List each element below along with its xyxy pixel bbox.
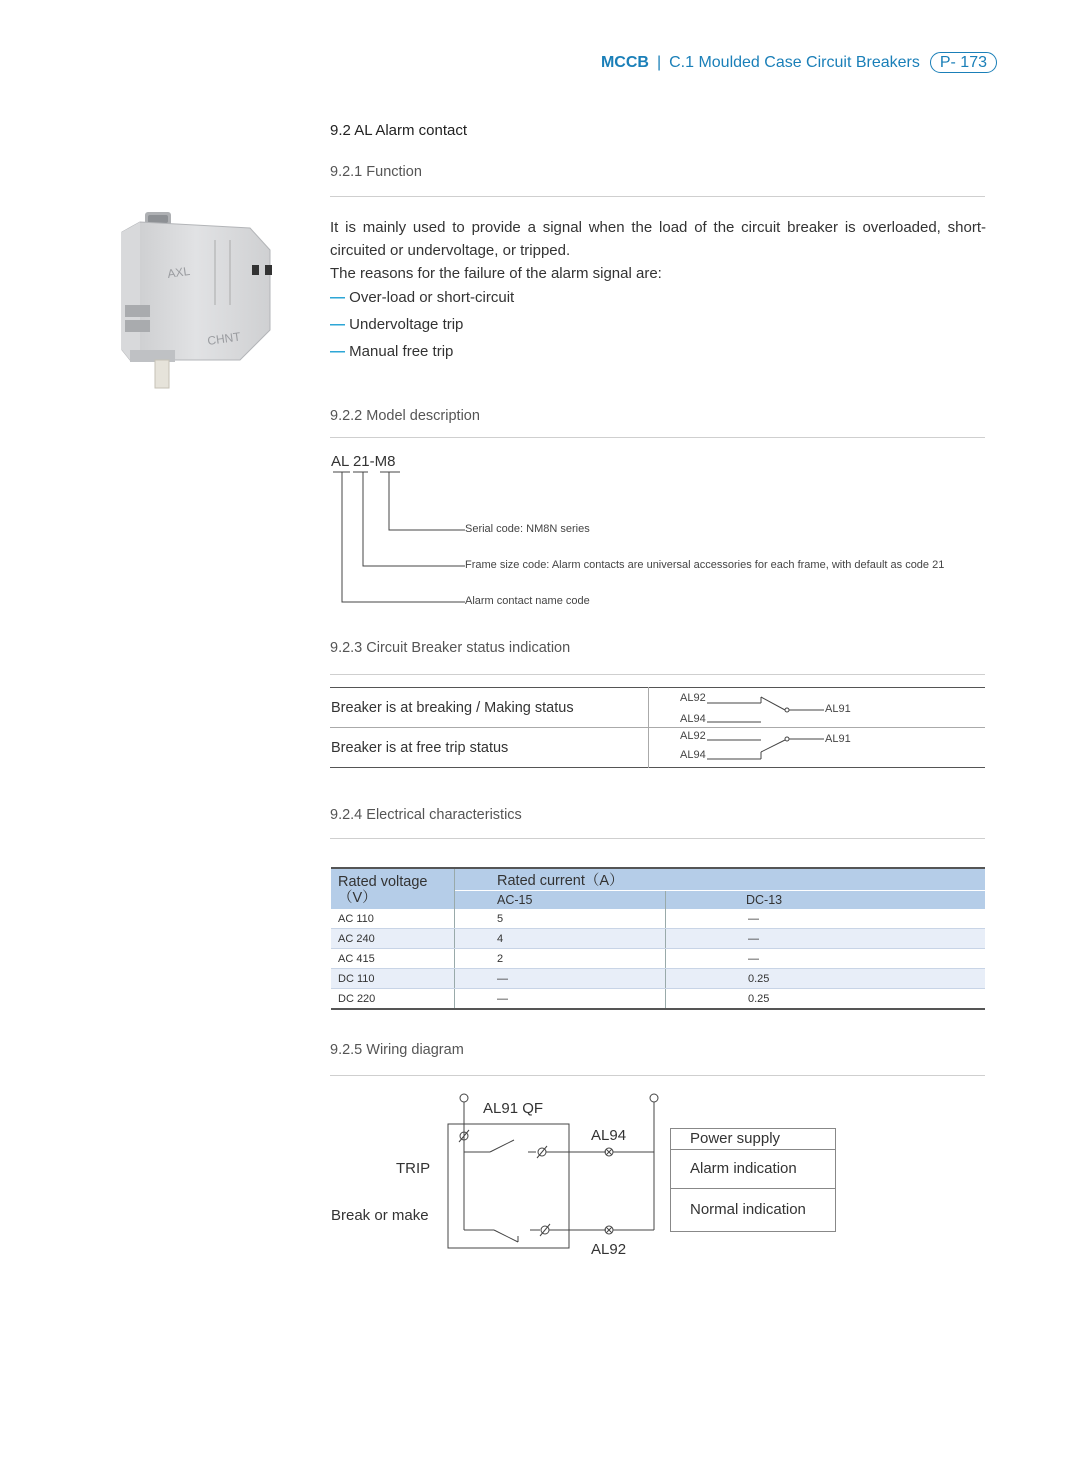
col-dc13: DC-13 xyxy=(666,891,986,910)
table-header-row xyxy=(331,868,985,891)
cell-dc13: — xyxy=(666,949,986,969)
page-header xyxy=(601,52,997,73)
col-rated-current: Rated current（A） xyxy=(455,868,986,891)
cell-dc13: 0.25 xyxy=(666,969,986,989)
reason-item: — Undervoltage trip xyxy=(330,316,464,333)
label-al94: AL94 xyxy=(591,1127,627,1144)
terminal-label: AL94 xyxy=(680,713,706,725)
cell-voltage: AC 110 xyxy=(331,909,455,929)
page-number: P- 173 xyxy=(930,52,997,73)
table-row xyxy=(331,949,985,969)
cell-ac15: — xyxy=(455,989,666,1010)
cell-ac15: 5 xyxy=(455,909,666,929)
label-al92: AL92 xyxy=(591,1241,627,1258)
electrical-table xyxy=(331,867,985,1010)
table-row xyxy=(331,929,985,949)
wiring-heading: 9.2.5 Wiring diagram xyxy=(330,1042,464,1058)
terminal-label: AL92 xyxy=(680,692,706,704)
section-title: 9.2 AL Alarm contact xyxy=(330,122,468,139)
label-break-or-make: Break or make xyxy=(331,1207,429,1224)
reason-item: — Manual free trip xyxy=(330,343,454,360)
cell-dc13: — xyxy=(666,929,986,949)
header-brand: MCCB xyxy=(600,53,649,71)
model-heading: 9.2.2 Model description xyxy=(330,408,480,424)
divider xyxy=(330,674,985,675)
header-title: C.1 Moulded Case Circuit Breakers xyxy=(669,53,920,71)
status-label: Breaker is at breaking / Making status xyxy=(330,688,649,728)
function-paragraph: It is mainly used to provide a signal when the load of the circuit breaker is overloaded, short-circuited or undervoltage, or tripped. xyxy=(330,219,986,259)
annotation-frame-size: Frame size code: Alarm contacts are universal accessories for each frame, with default as code 21 xyxy=(465,559,945,571)
reasons-intro: The reasons for the failure of the alarm signal are: xyxy=(330,265,662,282)
header-separator: | xyxy=(656,53,662,71)
cell-ac15: 2 xyxy=(455,949,666,969)
table-row xyxy=(331,909,985,929)
legend-alarm-indication: Alarm indication xyxy=(671,1150,835,1189)
divider xyxy=(330,1075,985,1076)
legend-normal-indication: Normal indication xyxy=(690,1201,806,1218)
annotation-name-code: Alarm contact name code xyxy=(465,595,590,607)
terminal-label: AL92 xyxy=(680,730,706,742)
col-ac15: AC-15 xyxy=(455,891,666,910)
cell-voltage: DC 110 xyxy=(331,969,455,989)
status-heading: 9.2.3 Circuit Breaker status indication xyxy=(330,640,571,656)
table-row xyxy=(330,688,985,728)
wiring-diagram xyxy=(440,1088,670,1258)
electrical-heading: 9.2.4 Electrical characteristics xyxy=(330,807,522,823)
cell-voltage: DC 220 xyxy=(331,989,455,1010)
product-label-axl: AXL xyxy=(166,263,191,281)
product-label-brand: CHNT xyxy=(206,329,242,348)
terminal-label: AL91 xyxy=(825,733,851,745)
table-row xyxy=(330,728,985,768)
divider xyxy=(330,437,985,438)
model-code: AL 21-M8 xyxy=(331,453,396,470)
status-table xyxy=(330,687,985,768)
col-rated-voltage: Rated voltage（V） xyxy=(331,868,455,909)
label-trip: TRIP xyxy=(396,1160,431,1177)
annotation-serial-code: Serial code: NM8N series xyxy=(465,523,590,535)
model-code-leader-lines xyxy=(330,470,470,610)
cell-ac15: 4 xyxy=(455,929,666,949)
table-row xyxy=(331,969,985,989)
label-al91-qf: AL91 QF xyxy=(483,1100,544,1117)
divider xyxy=(330,838,985,839)
cell-voltage: AC 240 xyxy=(331,929,455,949)
reason-item: — Over-load or short-circuit xyxy=(330,289,515,306)
cell-ac15: — xyxy=(455,969,666,989)
cell-dc13: 0.25 xyxy=(666,989,986,1010)
status-contact-diagram xyxy=(649,688,986,728)
wiring-legend xyxy=(670,1128,836,1232)
table-row xyxy=(331,989,985,1010)
status-contact-diagram xyxy=(649,728,986,768)
terminal-label: AL94 xyxy=(680,749,706,761)
cell-voltage: AC 415 xyxy=(331,949,455,969)
cell-dc13: — xyxy=(666,909,986,929)
status-label: Breaker is at free trip status xyxy=(330,728,649,768)
terminal-label: AL91 xyxy=(825,703,851,715)
alarm-contact-product-image xyxy=(110,210,295,395)
function-heading: 9.2.1 Function xyxy=(330,164,422,180)
legend-power-supply: Power supply xyxy=(671,1129,835,1150)
divider xyxy=(330,196,985,197)
